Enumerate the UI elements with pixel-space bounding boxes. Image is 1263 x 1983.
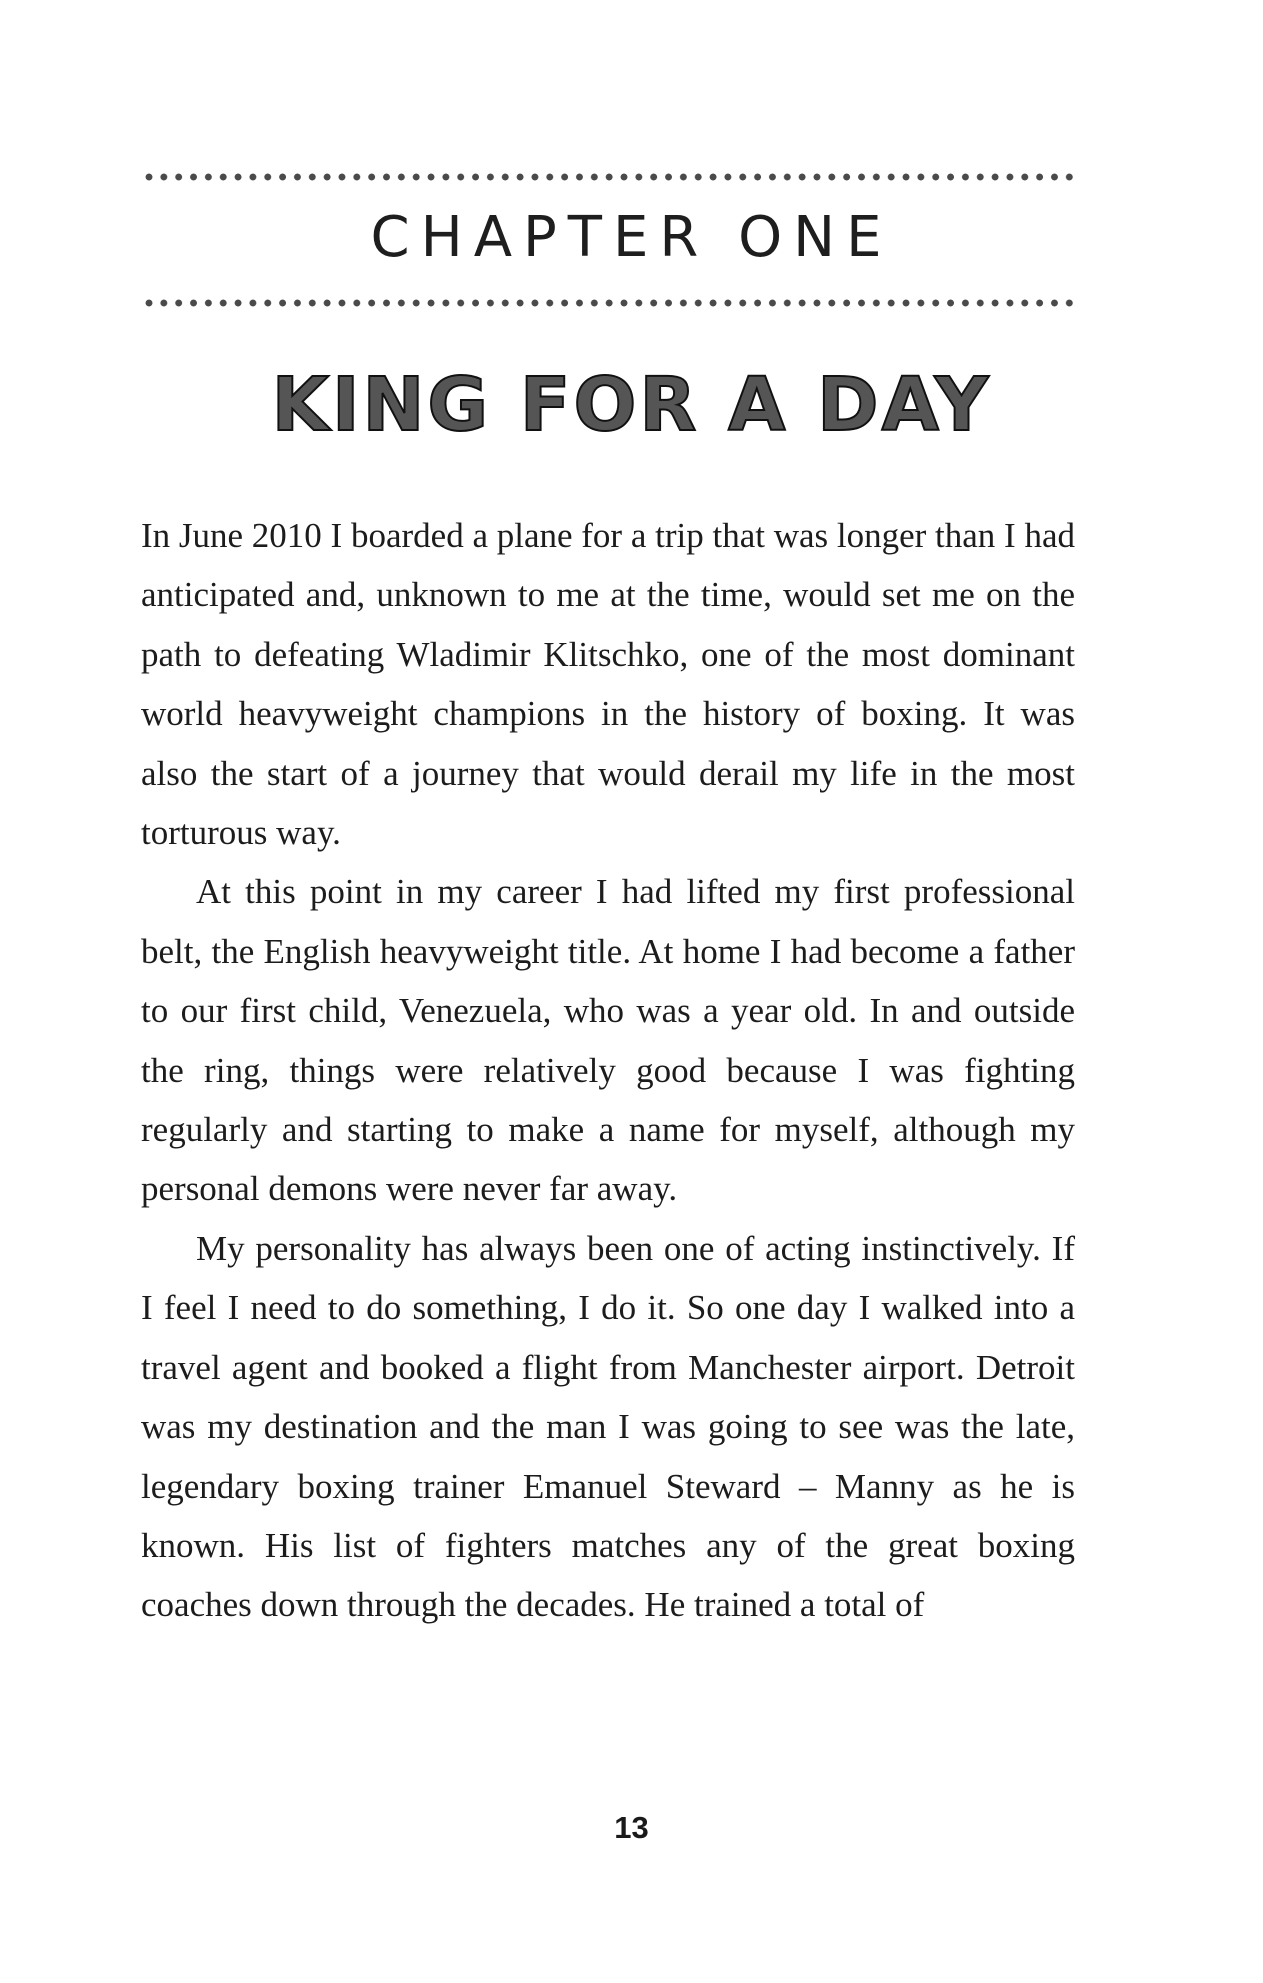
dotted-rule-top <box>144 172 1074 182</box>
paragraph-3: My personality has always been one of acting instinctively. If I feel I need to do something, I do it. So one day I walked into a travel agent and booked a flight from Manchester airport. Detroit was my destination and the man I was going to see was the late, legendary boxing trainer Emanuel Steward – Manny as he is known. His list of fighters matches any of the great boxing coaches down through the decades. He trained a total of <box>141 1228 1075 1625</box>
body-text <box>141 506 1075 1635</box>
dotted-rule-bottom <box>144 298 1074 308</box>
chapter-title: KING FOR A DAY <box>271 362 992 448</box>
paragraph-2: At this point in my career I had lifted my first professional belt, the English heavyweight title. At home I had become a father to our first child, Venezuela, who was a year old. In and outside the ring, things were relatively good because I was fighting regularly and starting to make a name for myself, although my personal demons were never far away. <box>141 872 1075 1209</box>
chapter-label: CHAPTER ONE <box>370 205 893 270</box>
paragraph-1: In June 2010 I boarded a plane for a trip that was longer than I had anticipated and, unknown to me at the time, would set me on the path to defeating Wladimir Klitschko, one of the most dominant world heavyweight champions in the history of boxing. It was also the start of a journey that would derail my life in the most torturous way. <box>141 516 1075 853</box>
page-number: 13 <box>614 1810 649 1845</box>
